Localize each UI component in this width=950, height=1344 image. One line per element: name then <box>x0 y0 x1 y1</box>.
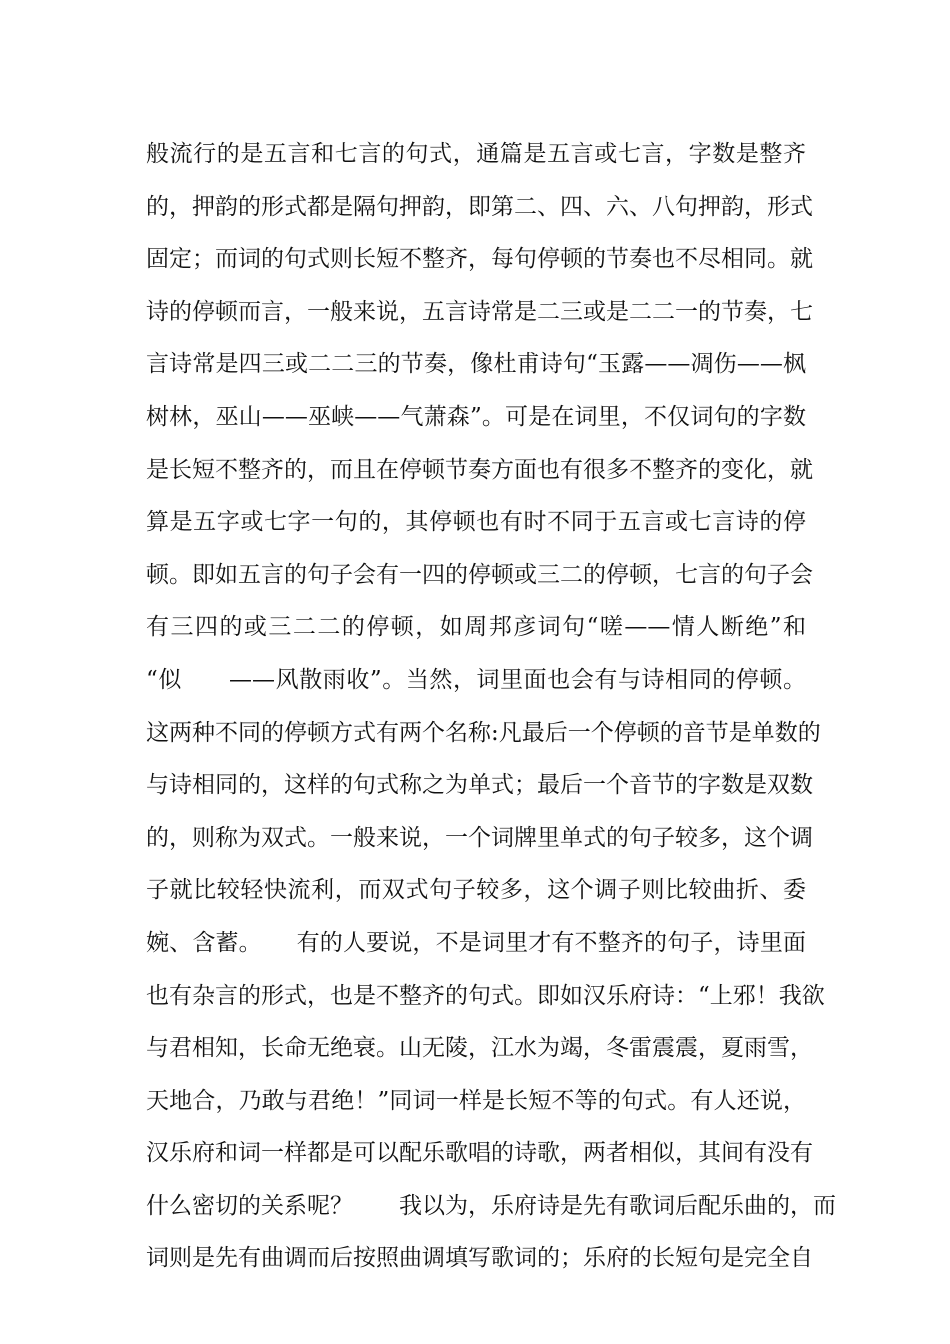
text-line: 的，押韵的形式都是隔句押韵，即第二、四、六、八句押韵，形式 <box>146 193 813 220</box>
text-line: 言诗常是四三或二二三的节奏，像杜甫诗句“玉露——凋伤——枫 <box>146 351 806 378</box>
text-line: 婉、含蓄。 有的人要说，不是词里才有不整齐的句子，诗里面 <box>146 929 806 956</box>
text-line: 与诗相同的，这样的句式称之为单式；最后一个音节的字数是双数 <box>146 772 813 799</box>
text-line: 顿。即如五言的句子会有一四的停顿或三二的停顿，七言的句子会 <box>146 561 813 588</box>
text-line: 有三四的或三二二的停顿，如周邦彦词句“嗟——情人断绝”和 <box>146 614 806 641</box>
text-line: 与君相知，长命无绝衰。山无陵，江水为竭，冬雷震震，夏雨雪， <box>146 1035 813 1062</box>
text-line: 这两种不同的停顿方式有两个名称:凡最后一个停顿的音节是单数的 <box>146 719 821 746</box>
text-line: 是长短不整齐的，而且在停顿节奏方面也有很多不整齐的变化，就 <box>146 456 813 483</box>
text-line: 算是五字或七字一句的，其停顿也有时不同于五言或七言诗的停 <box>146 509 806 536</box>
text-line: 子就比较轻快流利，而双式句子较多，这个调子则比较曲折、委 <box>146 877 806 904</box>
text-line: 天地合，乃敢与君绝！”同词一样是长短不等的句式。有人还说， <box>146 1087 806 1114</box>
text-line: 般流行的是五言和七言的句式，通篇是五言或七言，字数是整齐 <box>146 141 806 167</box>
text-line: 诗的停顿而言，一般来说，五言诗常是二三或是二二一的节奏，七 <box>146 298 813 325</box>
text-line: 固定；而词的句式则长短不整齐，每句停顿的节奏也不尽相同。就 <box>146 246 813 273</box>
text-line: “似 ——风散雨收”。当然，词里面也会有与诗相同的停顿。 <box>146 666 806 693</box>
text-line: 汉乐府和词一样都是可以配乐歌唱的诗歌，两者相似，其间有没有 <box>146 1140 813 1167</box>
text-line: 树林，巫山——巫峡——气萧森”。可是在词里，不仅词句的字数 <box>146 403 806 430</box>
text-line: 的，则称为双式。一般来说，一个词牌里单式的句子较多，这个调 <box>146 824 813 851</box>
body-text <box>146 128 836 1285</box>
text-line: 什么密切的关系呢？ 我以为，乐府诗是先有歌词后配乐曲的，而 <box>146 1192 836 1219</box>
text-line: 词则是先有曲调而后按照曲调填写歌词的；乐府的长短句是完全自 <box>146 1245 813 1272</box>
text-line: 也有杂言的形式，也是不整齐的句式。即如汉乐府诗：“上邪！我欲 <box>146 982 825 1009</box>
